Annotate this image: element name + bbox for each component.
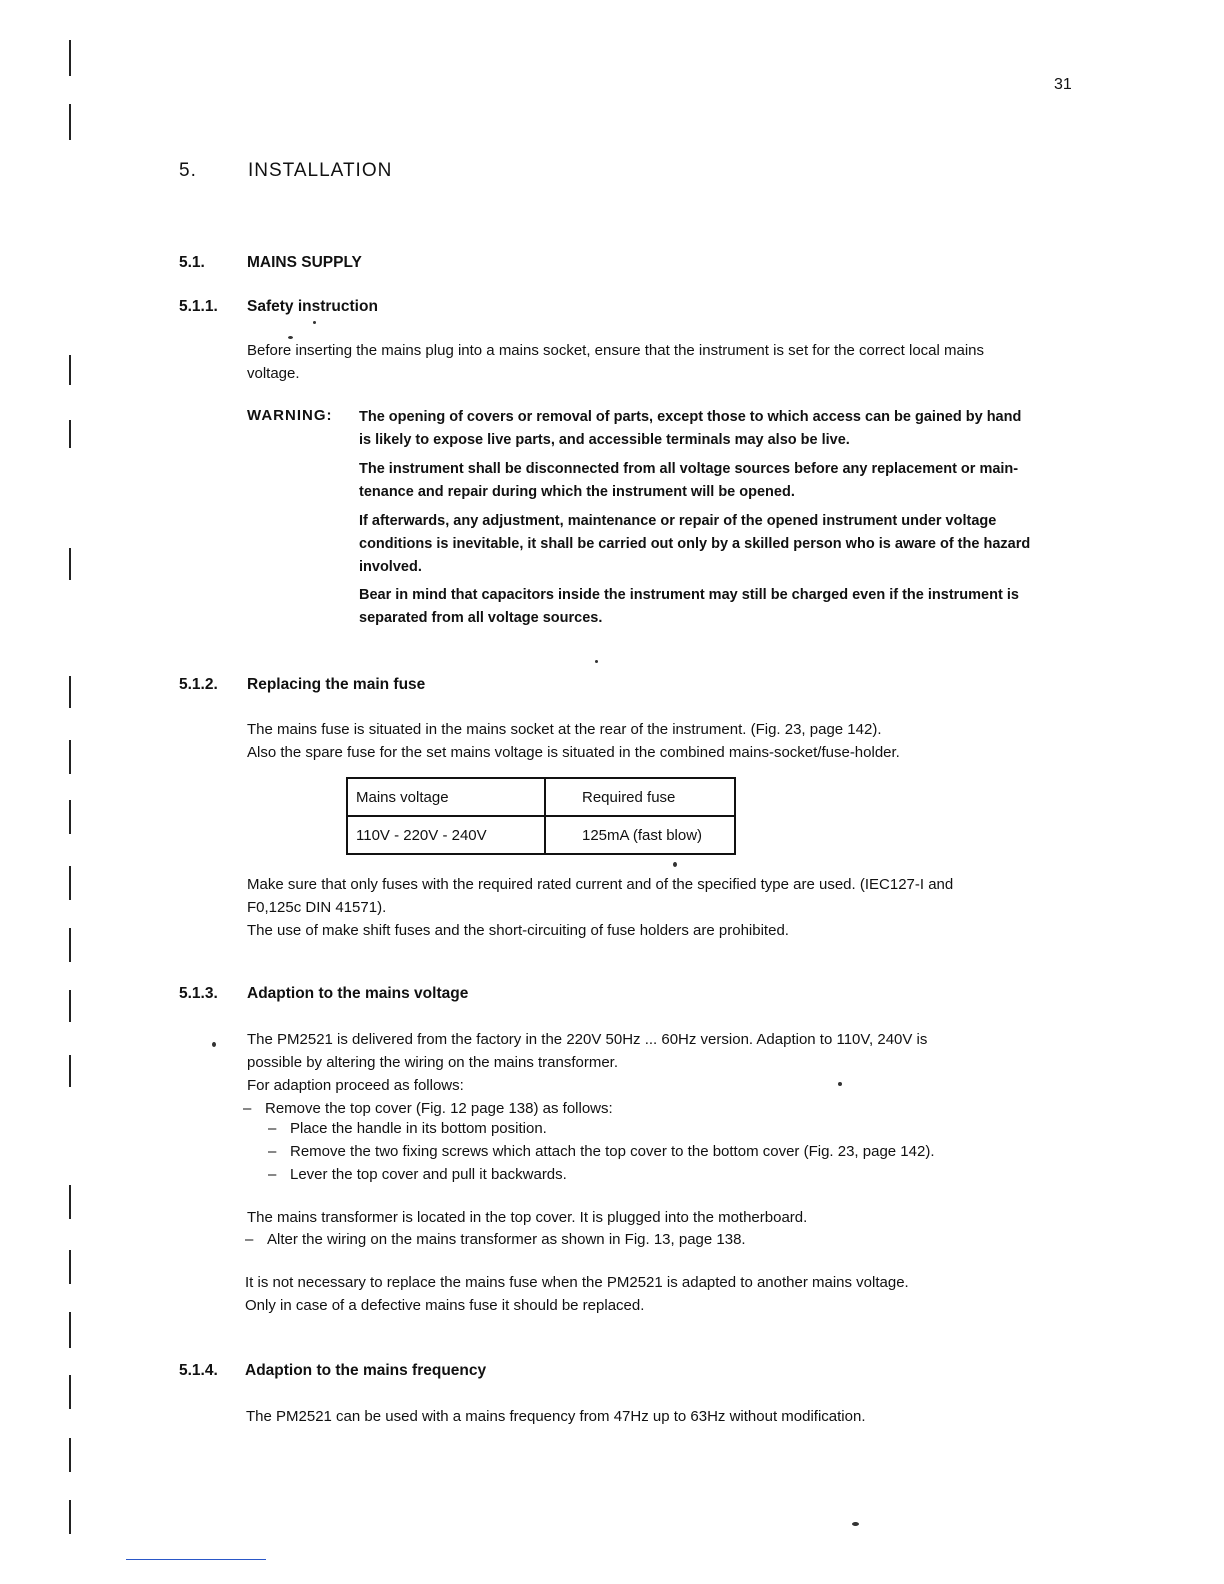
fuse-notes (247, 873, 953, 942)
fuse-number: 5.1.2. (179, 676, 218, 693)
substep-text: Place the handle in its bottom position. (290, 1120, 547, 1137)
voltage-note (245, 1271, 909, 1317)
page-number: 31 (1054, 76, 1072, 93)
dash-mark: – (268, 1166, 277, 1183)
footer-rule (126, 1559, 266, 1560)
transformer-paragraph (247, 1206, 807, 1229)
safety-line: Before inserting the mains plug into a mains socket, ensure that the instrument is set for the correct local mains (247, 342, 985, 359)
safety-paragraph (247, 339, 984, 385)
frequency-text: The PM2521 can be used with a mains frequency from 47Hz up to 63Hz without modification. (246, 1408, 866, 1425)
table-header-cell: Mains voltage (347, 778, 545, 816)
voltage-substeps (268, 1117, 935, 1186)
subsection-title: MAINS SUPPLY (247, 254, 362, 271)
warning-block-4 (359, 584, 1019, 630)
warning-line: If afterwards, any adjustment, maintenance or repair of the opened instrument under voltage (359, 513, 997, 529)
fuse-note-line: Make sure that only fuses with the required rated current and of the specified type are used. (IEC127-I and (247, 876, 954, 893)
table-cell: 125mA (fast blow) (545, 816, 735, 854)
warning-line: The opening of covers or removal of parts, except those to which access can be gained by hand (359, 409, 1022, 425)
subsection-number: 5.1. (179, 254, 205, 271)
warning-line: Bear in mind that capacitors inside the instrument may still be charged even if the instrument is (359, 587, 1019, 603)
substep-text: Lever the top cover and pull it backwards. (290, 1166, 567, 1183)
warning-line: tenance and repair during which the instrument will be opened. (359, 484, 795, 500)
frequency-number: 5.1.4. (179, 1362, 218, 1379)
voltage-intro-line: The PM2521 is delivered from the factory in the 220V 50Hz ... 60Hz version. Adaption to 110V, 240V is (247, 1031, 928, 1048)
substep-item (268, 1163, 935, 1186)
transformer-line: The mains transformer is located in the top cover. It is plugged into the motherboard. (247, 1209, 808, 1226)
warning-line: involved. (359, 559, 422, 575)
warning-line: is likely to expose live parts, and accessible terminals may also be live. (359, 432, 850, 448)
fuse-intro (247, 718, 900, 764)
warning-line: conditions is inevitable, it shall be carried out only by a skilled person who is aware of the hazard (359, 536, 1031, 552)
substep-item (268, 1117, 935, 1140)
warning-label: WARNING: (247, 407, 333, 424)
frequency-paragraph (246, 1405, 866, 1428)
voltage-intro (247, 1028, 927, 1097)
fuse-title: Replacing the main fuse (247, 676, 426, 693)
step-text: Remove the top cover (Fig. 12 page 138) as follows: (265, 1100, 613, 1117)
warning-block-2 (359, 458, 1018, 504)
safety-number: 5.1.1. (179, 298, 218, 315)
alter-step (245, 1228, 746, 1251)
warning-block-3 (359, 510, 1030, 579)
table-row (347, 816, 735, 854)
voltage-note-line: Only in case of a defective mains fuse it should be replaced. (245, 1297, 645, 1314)
fuse-intro-line: The mains fuse is situated in the mains socket at the rear of the instrument. (Fig. 23, page 142). (247, 721, 882, 738)
voltage-note-line: It is not necessary to replace the mains fuse when the PM2521 is adapted to another mains voltage. (245, 1274, 909, 1291)
fuse-note-line: The use of make shift fuses and the short-circuiting of fuse holders are prohibited. (247, 922, 789, 939)
fuse-note-line: F0,125c DIN 41571). (247, 899, 387, 916)
safety-line: voltage. (247, 365, 300, 382)
dash-mark: – (243, 1100, 252, 1117)
table-header-cell: Required fuse (545, 778, 735, 816)
fuse-intro-line: Also the spare fuse for the set mains voltage is situated in the combined mains-socket/fuse-holder. (247, 744, 900, 761)
alter-step-text: Alter the wiring on the mains transformer as shown in Fig. 13, page 138. (267, 1231, 746, 1248)
voltage-intro-line: For adaption proceed as follows: (247, 1077, 464, 1094)
table-cell: 110V - 220V - 240V (347, 816, 545, 854)
safety-title: Safety instruction (247, 298, 378, 315)
table-header-row (347, 778, 735, 816)
substep-text: Remove the two fixing screws which attach the top cover to the bottom cover (Fig. 23, page 142). (290, 1143, 935, 1160)
frequency-title: Adaption to the mains frequency (245, 1362, 487, 1379)
voltage-title: Adaption to the mains voltage (247, 985, 469, 1002)
voltage-intro-line: possible by altering the wiring on the mains transformer. (247, 1054, 619, 1071)
substep-item (268, 1140, 935, 1163)
warning-line: The instrument shall be disconnected from all voltage sources before any replacement or main- (359, 461, 1019, 477)
dash-mark: – (245, 1231, 254, 1248)
warning-block-1 (359, 406, 1021, 452)
dash-mark: – (268, 1143, 277, 1160)
voltage-number: 5.1.3. (179, 985, 218, 1002)
fuse-table (346, 777, 736, 855)
section-title: INSTALLATION (248, 160, 393, 181)
dash-mark: – (268, 1120, 277, 1137)
section-number: 5. (179, 160, 197, 181)
warning-line: separated from all voltage sources. (359, 610, 603, 626)
